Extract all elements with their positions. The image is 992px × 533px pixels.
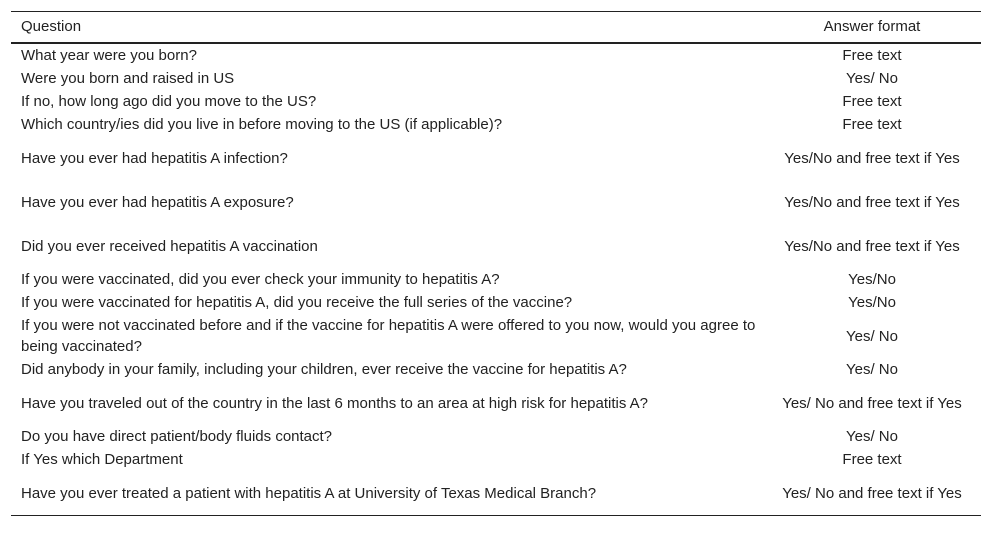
table-row xyxy=(11,268,981,291)
question-cell: Have you ever had hepatitis A exposure? xyxy=(21,193,294,211)
answer-format-cell: Yes/ No and free text if Yes xyxy=(782,484,962,502)
question-cell: Were you born and raised in US xyxy=(21,70,235,87)
answer-format-cell: Yes/ No xyxy=(846,327,898,345)
answer-format-cell: Free text xyxy=(842,451,902,468)
answer-format-cell: Yes/No and free text if Yes xyxy=(784,149,960,167)
table-row xyxy=(11,448,981,471)
table-row xyxy=(11,425,981,448)
answer-format-cell: Free text xyxy=(842,93,902,110)
answer-format-cell: Free text xyxy=(842,47,902,64)
answer-format-cell: Free text xyxy=(842,116,902,133)
table-header-row xyxy=(11,12,981,44)
answer-format-cell: Yes/ No and free text if Yes xyxy=(782,394,962,412)
question-cell: If no, how long ago did you move to the US? xyxy=(21,93,317,110)
table-row xyxy=(11,90,981,113)
answer-format-cell: Yes/ No xyxy=(846,361,898,378)
question-cell: If you were vaccinated, did you ever check your immunity to hepatitis A? xyxy=(21,271,500,288)
table-row xyxy=(11,180,981,224)
question-cell: Which country/ies did you live in before moving to the US (if applicable)? xyxy=(21,116,503,133)
question-cell: Did you ever received hepatitis A vaccination xyxy=(21,237,318,255)
questionnaire-table xyxy=(11,11,981,516)
question-cell: Did anybody in your family, including your children, ever receive the vaccine for hepatitis A? xyxy=(21,361,627,378)
table-row xyxy=(11,67,981,90)
question-cell: Have you traveled out of the country in the last 6 months to an area at high risk for hepatitis A? xyxy=(21,394,649,412)
column-header-question: Question xyxy=(21,18,82,35)
question-cell: What year were you born? xyxy=(21,47,197,64)
table-row xyxy=(11,43,981,67)
table-row xyxy=(11,136,981,180)
table-row xyxy=(11,224,981,268)
question-cell: If you were vaccinated for hepatitis A, did you receive the full series of the vaccine? xyxy=(21,294,573,311)
questionnaire-table-container xyxy=(11,11,981,516)
answer-format-cell: Yes/ No xyxy=(846,428,898,445)
table-row xyxy=(11,471,981,516)
question-cell: If Yes which Department xyxy=(21,451,183,468)
answer-format-cell: Yes/No xyxy=(848,271,896,288)
question-cell: Have you ever treated a patient with hepatitis A at University of Texas Medical Branch? xyxy=(21,484,597,502)
question-cell: Have you ever had hepatitis A infection? xyxy=(21,149,288,167)
table-row xyxy=(11,113,981,136)
table-row xyxy=(11,314,981,358)
answer-format-cell: Yes/No xyxy=(848,294,896,311)
question-cell: If you were not vaccinated before and if the vaccine for hepatitis A were offered to you now, would you agree to being vaccinated? xyxy=(21,317,756,355)
table-row xyxy=(11,381,981,425)
answer-format-cell: Yes/No and free text if Yes xyxy=(784,237,960,255)
answer-format-cell: Yes/ No xyxy=(846,70,898,87)
answer-format-cell: Yes/No and free text if Yes xyxy=(784,193,960,211)
table-row xyxy=(11,358,981,381)
table-row xyxy=(11,291,981,314)
column-header-answer-format: Answer format xyxy=(823,18,921,35)
question-cell: Do you have direct patient/body fluids contact? xyxy=(21,428,333,445)
